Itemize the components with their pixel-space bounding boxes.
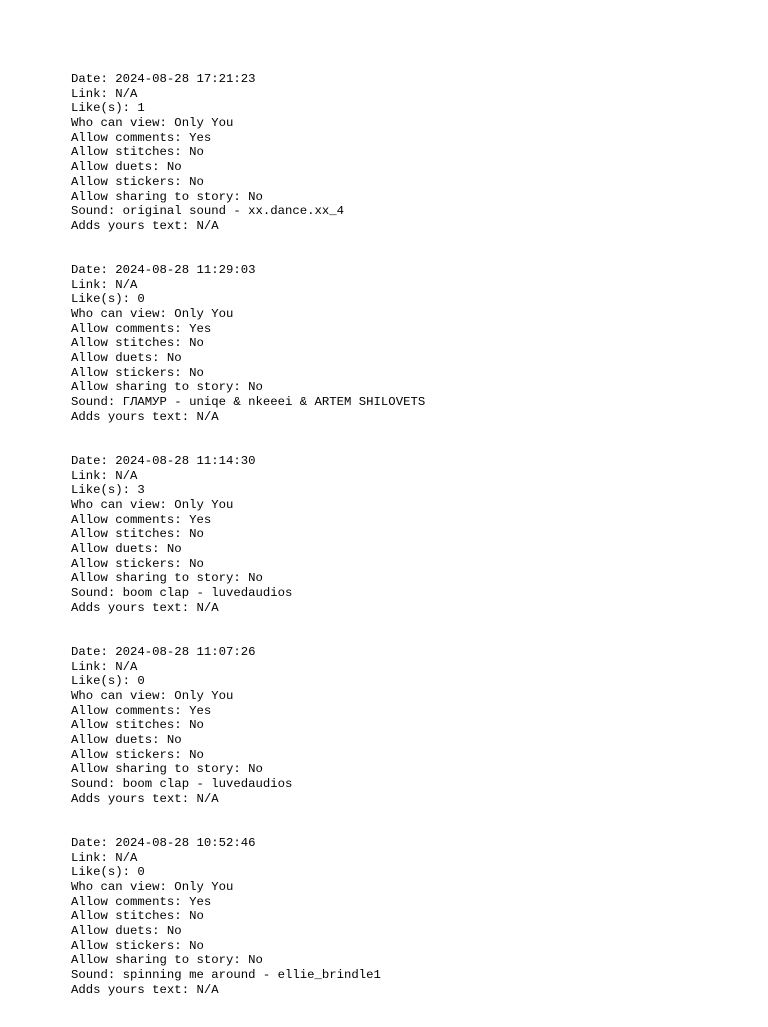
allow-duets-line: Allow duets: No — [71, 732, 182, 747]
adds-yours-line: Adds yours text: N/A — [71, 791, 219, 806]
adds-yours-line: Adds yours text: N/A — [71, 982, 219, 997]
allow-comments-line: Allow comments: Yes — [71, 703, 212, 718]
likes-line: Like(s): 3 — [71, 483, 145, 498]
allow-stickers-line: Allow stickers: No — [71, 938, 204, 953]
allow-sharing-line: Allow sharing to story: No — [71, 380, 263, 395]
document-page — [71, 72, 751, 1027]
allow-comments-line: Allow comments: Yes — [71, 321, 212, 336]
who-can-view-line: Who can view: Only You — [71, 307, 234, 322]
who-can-view-line: Who can view: Only You — [71, 688, 234, 703]
allow-sharing-line: Allow sharing to story: No — [71, 189, 263, 204]
link-line: Link: N/A — [71, 468, 138, 483]
allow-sharing-line: Allow sharing to story: No — [71, 762, 263, 777]
allow-comments-line: Allow comments: Yes — [71, 130, 212, 145]
allow-stitches-line: Allow stitches: No — [71, 336, 204, 351]
adds-yours-line: Adds yours text: N/A — [71, 409, 219, 424]
date-line: Date: 2024-08-28 11:07:26 — [71, 644, 256, 659]
post-record — [71, 645, 751, 807]
allow-duets-line: Allow duets: No — [71, 160, 182, 175]
allow-stitches-line: Allow stitches: No — [71, 145, 204, 160]
allow-stitches-line: Allow stitches: No — [71, 527, 204, 542]
likes-line: Like(s): 1 — [71, 101, 145, 116]
adds-yours-line: Adds yours text: N/A — [71, 218, 219, 233]
sound-line: Sound: boom clap - luvedaudios — [71, 777, 293, 792]
allow-stitches-line: Allow stitches: No — [71, 909, 204, 924]
date-line: Date: 2024-08-28 11:29:03 — [71, 262, 256, 277]
allow-sharing-line: Allow sharing to story: No — [71, 571, 263, 586]
likes-line: Like(s): 0 — [71, 292, 145, 307]
allow-stickers-line: Allow stickers: No — [71, 556, 204, 571]
likes-line: Like(s): 0 — [71, 865, 145, 880]
allow-stitches-line: Allow stitches: No — [71, 718, 204, 733]
sound-line: Sound: ГЛАМУР - uniqe & nkeeei & ARTEM SHILOVETS — [71, 395, 426, 410]
date-line: Date: 2024-08-28 10:52:46 — [71, 835, 256, 850]
allow-comments-line: Allow comments: Yes — [71, 894, 212, 909]
who-can-view-line: Who can view: Only You — [71, 497, 234, 512]
link-line: Link: N/A — [71, 850, 138, 865]
allow-comments-line: Allow comments: Yes — [71, 512, 212, 527]
link-line: Link: N/A — [71, 659, 138, 674]
post-record — [71, 836, 751, 998]
allow-stickers-line: Allow stickers: No — [71, 747, 204, 762]
allow-stickers-line: Allow stickers: No — [71, 365, 204, 380]
adds-yours-line: Adds yours text: N/A — [71, 600, 219, 615]
post-record — [71, 72, 751, 234]
allow-duets-line: Allow duets: No — [71, 542, 182, 557]
who-can-view-line: Who can view: Only You — [71, 879, 234, 894]
link-line: Link: N/A — [71, 277, 138, 292]
who-can-view-line: Who can view: Only You — [71, 116, 234, 131]
allow-duets-line: Allow duets: No — [71, 351, 182, 366]
allow-duets-line: Allow duets: No — [71, 923, 182, 938]
sound-line: Sound: original sound - xx.dance.xx_4 — [71, 204, 345, 219]
allow-stickers-line: Allow stickers: No — [71, 174, 204, 189]
allow-sharing-line: Allow sharing to story: No — [71, 953, 263, 968]
sound-line: Sound: spinning me around - ellie_brindle1 — [71, 968, 381, 982]
likes-line: Like(s): 0 — [71, 674, 145, 689]
date-line: Date: 2024-08-28 11:14:30 — [71, 453, 256, 468]
sound-line: Sound: boom clap - luvedaudios — [71, 586, 293, 601]
post-record — [71, 454, 751, 616]
date-line: Date: 2024-08-28 17:21:23 — [71, 72, 256, 86]
post-record — [71, 263, 751, 425]
link-line: Link: N/A — [71, 86, 138, 101]
